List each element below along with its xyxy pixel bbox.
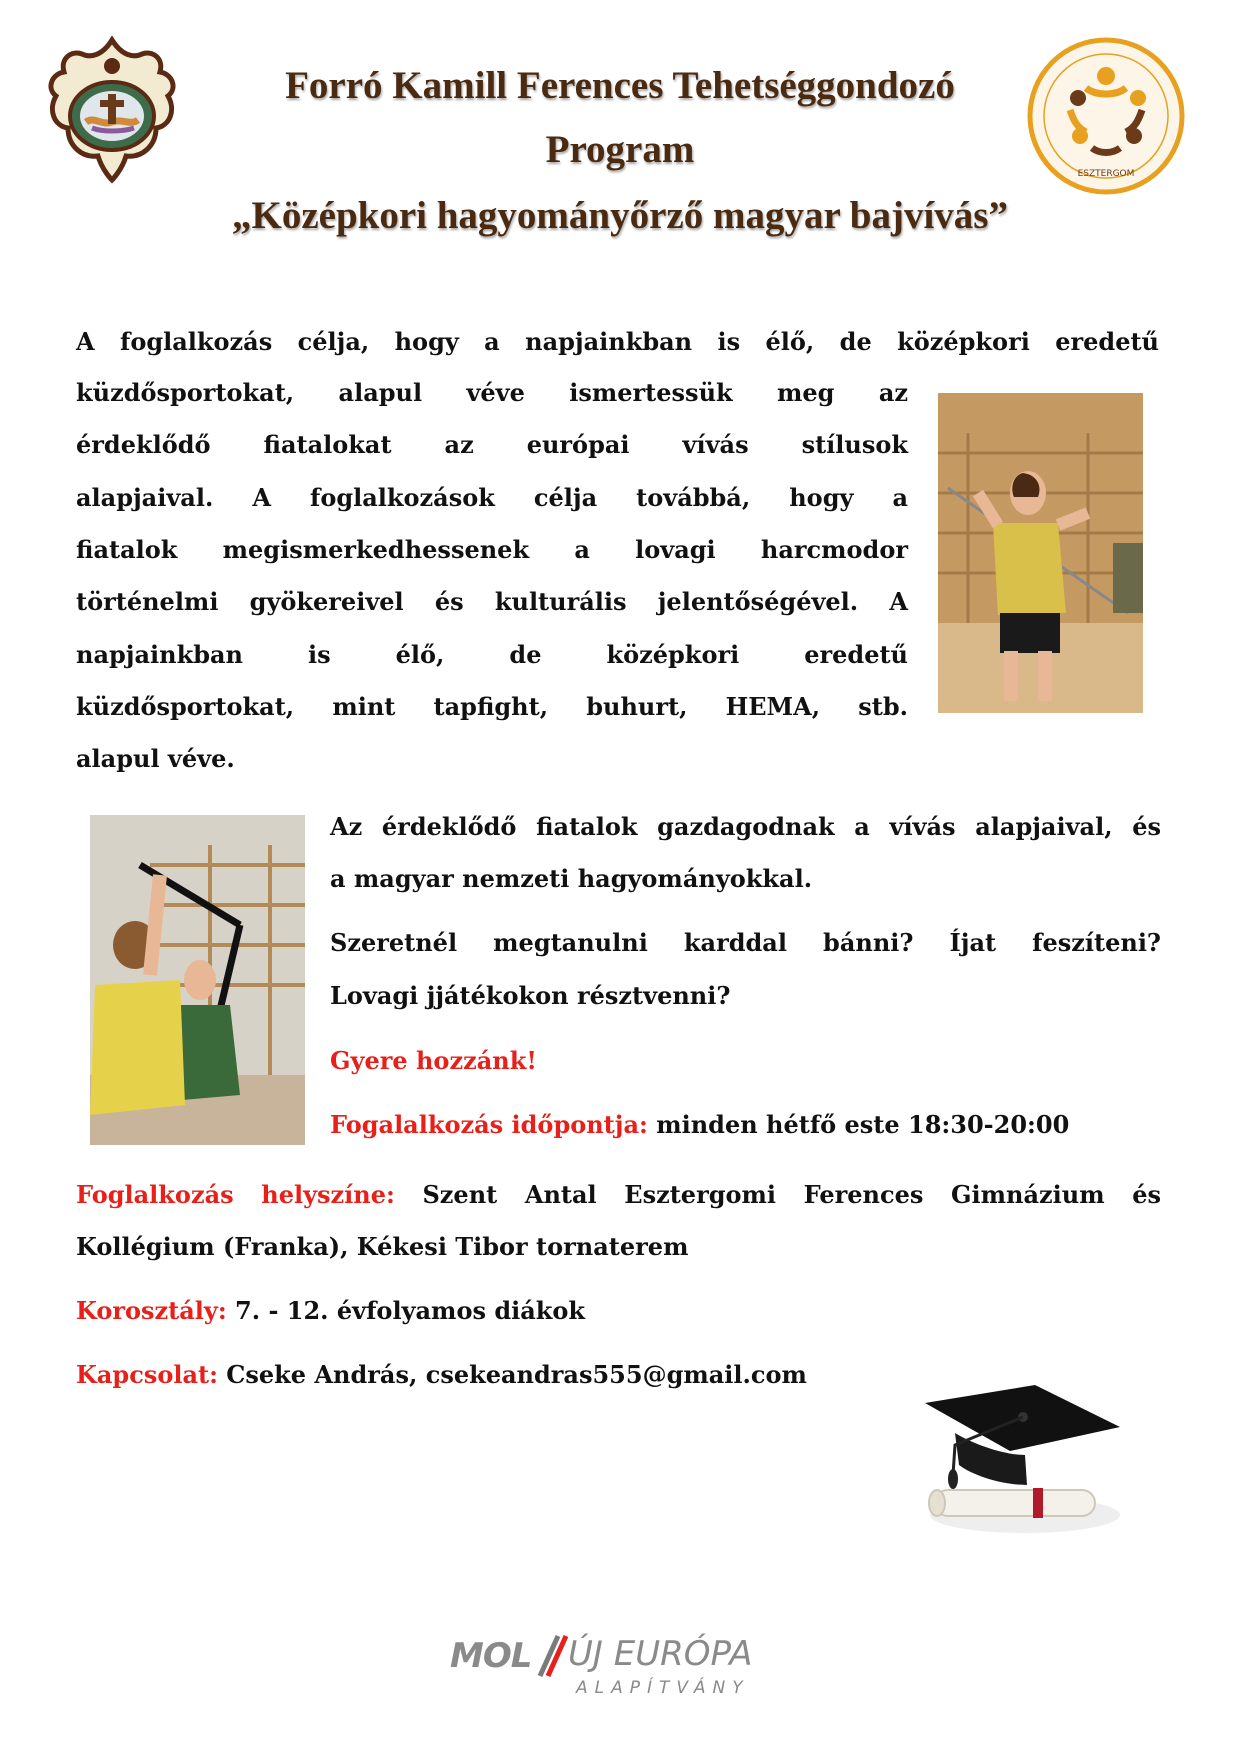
age-group-value: 7. - 12. évfolyamos diákok xyxy=(226,1296,586,1325)
intro-line: alapul véve. xyxy=(76,744,235,773)
tehetsegprogram-logo xyxy=(1026,36,1186,196)
question-line: Szeretnél megtanulni karddal bánni? Íjat feszíteni? xyxy=(330,928,1161,957)
fencing-photo-2 xyxy=(90,815,305,1145)
intro-line: A foglalkozás célja, hogy a napjainkban is élő, de középkori eredetű xyxy=(76,327,1159,356)
page-title-line2: Program xyxy=(545,128,695,171)
contact-line xyxy=(76,1360,807,1389)
sponsor-slash-icon xyxy=(534,1634,568,1678)
sponsor-name: ÚJ EURÓPA xyxy=(568,1634,753,1674)
page-subtitle: „Középkori hagyományőrző magyar bajvívás” xyxy=(231,194,1008,237)
sponsor-mol-text: MOL xyxy=(450,1636,532,1676)
intro-line: küzdősportokat, alapul véve ismertessük meg az xyxy=(76,378,908,407)
intro-line: érdeklődő fiatalokat az európai vívás stílusok xyxy=(76,430,908,459)
age-group-line xyxy=(76,1296,585,1325)
benefit-line: Az érdeklődő fiatalok gazdagodnak a vívás alapjaival, és xyxy=(330,812,1161,841)
logo-city-text: ESZTERGOM xyxy=(1077,169,1135,179)
location-line1 xyxy=(76,1180,1161,1209)
intro-line: küzdősportokat, mint tapfight, buhurt, HEMA, stb. xyxy=(76,692,908,721)
location-line2: Kollégium (Franka), Kékesi Tibor tornaterem xyxy=(76,1232,689,1261)
age-group-label: Korosztály: xyxy=(76,1296,227,1325)
page-title: Forró Kamill Ferences Tehetséggondozó xyxy=(285,64,955,107)
contact-label: Kapcsolat: xyxy=(76,1360,218,1389)
intro-line: napjainkban is élő, de középkori eredetű xyxy=(76,640,908,669)
graduation-cap-icon xyxy=(915,1385,1135,1545)
schedule-label: Fogalalkozás időpontja: xyxy=(330,1110,648,1139)
sponsor-subtitle: ALAPÍTVÁNY xyxy=(576,1678,750,1698)
intro-line: alapjaival. A foglalkozások célja továbbá, hogy a xyxy=(76,483,908,512)
intro-line: fiatalok megismerkedhessenek a lovagi harcmodor xyxy=(76,535,908,564)
schedule-value: minden hétfő este 18:30-20:00 xyxy=(647,1110,1070,1139)
question-line: Lovagi jjátékokon résztvenni? xyxy=(330,981,731,1010)
benefit-line: a magyar nemzeti hagyományokkal. xyxy=(330,864,813,893)
intro-line: történelmi gyökereivel és kulturális jelentőségével. A xyxy=(76,587,908,616)
location-value: Szent Antal Esztergomi Ferences Gimnázium és xyxy=(394,1180,1161,1209)
schedule-info xyxy=(330,1110,1069,1139)
sponsor-logo xyxy=(450,1632,790,1698)
call-to-action: Gyere hozzánk! xyxy=(330,1046,537,1075)
location-label: Foglalkozás helyszíne: xyxy=(76,1180,395,1209)
fencing-photo-1 xyxy=(938,393,1143,713)
contact-value: Cseke András, csekeandras555@gmail.com xyxy=(217,1360,807,1389)
